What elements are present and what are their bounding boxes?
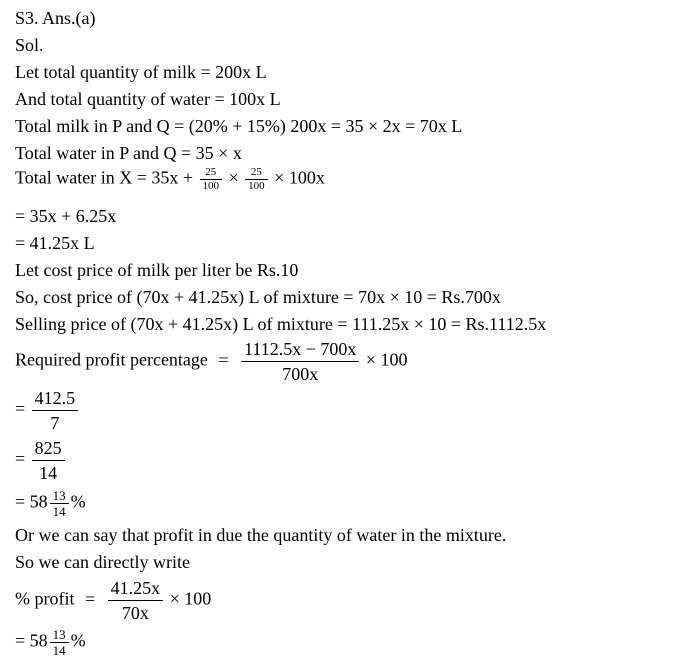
mixed-prefix: = 58 xyxy=(15,630,48,651)
percent-sign: % xyxy=(70,630,86,651)
answer-header: S3. Ans.(a) xyxy=(15,8,96,28)
fraction-denominator: 100 xyxy=(248,180,265,192)
line-fraction-825 xyxy=(15,436,67,485)
fraction-denominator: 14 xyxy=(52,504,66,519)
line-profit-explanation: Or we can say that profit in due the quantity of water in the mixture. xyxy=(15,525,507,545)
fraction-denominator: 14 xyxy=(39,463,58,483)
equals-sign: = xyxy=(15,398,26,419)
percent-profit-suffix: × 100 xyxy=(169,588,212,609)
line-total-milk: Total milk in P and Q = (20% + 15%) 200x = 35 × 2x = 70x L xyxy=(15,116,463,136)
line-cost-price-mixture: So, cost price of (70x + 41.25x) L of mixture = 70x × 10 = Rs.700x xyxy=(15,287,501,307)
line-total-water-pq: Total water in P and Q = 35 × x xyxy=(15,143,242,163)
fraction-denominator: 100 xyxy=(202,180,220,192)
equals-sign: = xyxy=(84,588,96,609)
fraction-denominator: 700x xyxy=(282,364,319,384)
line-milk-quantity: Let total quantity of milk = 200x L xyxy=(15,62,267,82)
profit-suffix: × 100 xyxy=(365,349,408,370)
fraction-numerator: 41.25x xyxy=(110,578,161,598)
percent-profit-prefix: % profit xyxy=(15,588,75,609)
line-percent-profit xyxy=(15,576,211,625)
fraction-numerator: 825 xyxy=(34,438,62,458)
fraction-41-25-over-70 xyxy=(108,576,164,625)
line-mixed-result-a xyxy=(15,488,86,519)
line-required-profit xyxy=(15,337,408,386)
mixed-prefix: = 58 xyxy=(15,491,48,512)
fraction-13-over-14-a xyxy=(50,488,69,519)
line-water-quantity: And total quantity of water = 100x L xyxy=(15,89,281,109)
fraction-412-over-7 xyxy=(32,386,79,435)
fraction-numerator: 412.5 xyxy=(34,388,76,408)
profit-prefix: Required profit percentage xyxy=(15,349,208,370)
fraction-numerator: 25 xyxy=(205,166,217,178)
line-water-total: = 41.25x L xyxy=(15,233,95,253)
line-directly-write: So we can directly write xyxy=(15,552,190,572)
fraction-25-over-100-b xyxy=(245,166,268,193)
percent-sign: % xyxy=(70,491,86,512)
water-x-prefix: Total water in X = 35x + xyxy=(15,167,194,188)
fraction-numerator: 1112.5x − 700x xyxy=(244,339,357,359)
sol-label: Sol. xyxy=(15,35,44,55)
line-fraction-412 xyxy=(15,386,80,435)
line-total-water-x xyxy=(15,166,325,193)
line-mixed-result-b xyxy=(15,627,86,658)
fraction-denominator: 70x xyxy=(121,603,149,623)
line-selling-price-mixture: Selling price of (70x + 41.25x) L of mixture = 111.25x × 10 = Rs.1112.5x xyxy=(15,314,547,334)
fraction-numerator: 13 xyxy=(52,627,66,642)
line-water-sum: = 35x + 6.25x xyxy=(15,206,117,226)
fraction-denominator: 7 xyxy=(50,413,60,433)
times-sign: × xyxy=(228,167,239,188)
fraction-denominator: 14 xyxy=(52,643,66,658)
fraction-25-over-100-a xyxy=(200,166,223,193)
line-cost-price-milk: Let cost price of milk per liter be Rs.10 xyxy=(15,260,299,280)
water-x-suffix: × 100x xyxy=(274,167,325,188)
fraction-numerator: 13 xyxy=(52,488,66,503)
equals-sign: = xyxy=(15,448,26,469)
fraction-825-over-14 xyxy=(32,436,65,485)
fraction-profit xyxy=(241,337,359,386)
fraction-numerator: 25 xyxy=(250,166,262,178)
equals-sign: = xyxy=(218,349,229,370)
fraction-13-over-14-b xyxy=(50,627,69,658)
